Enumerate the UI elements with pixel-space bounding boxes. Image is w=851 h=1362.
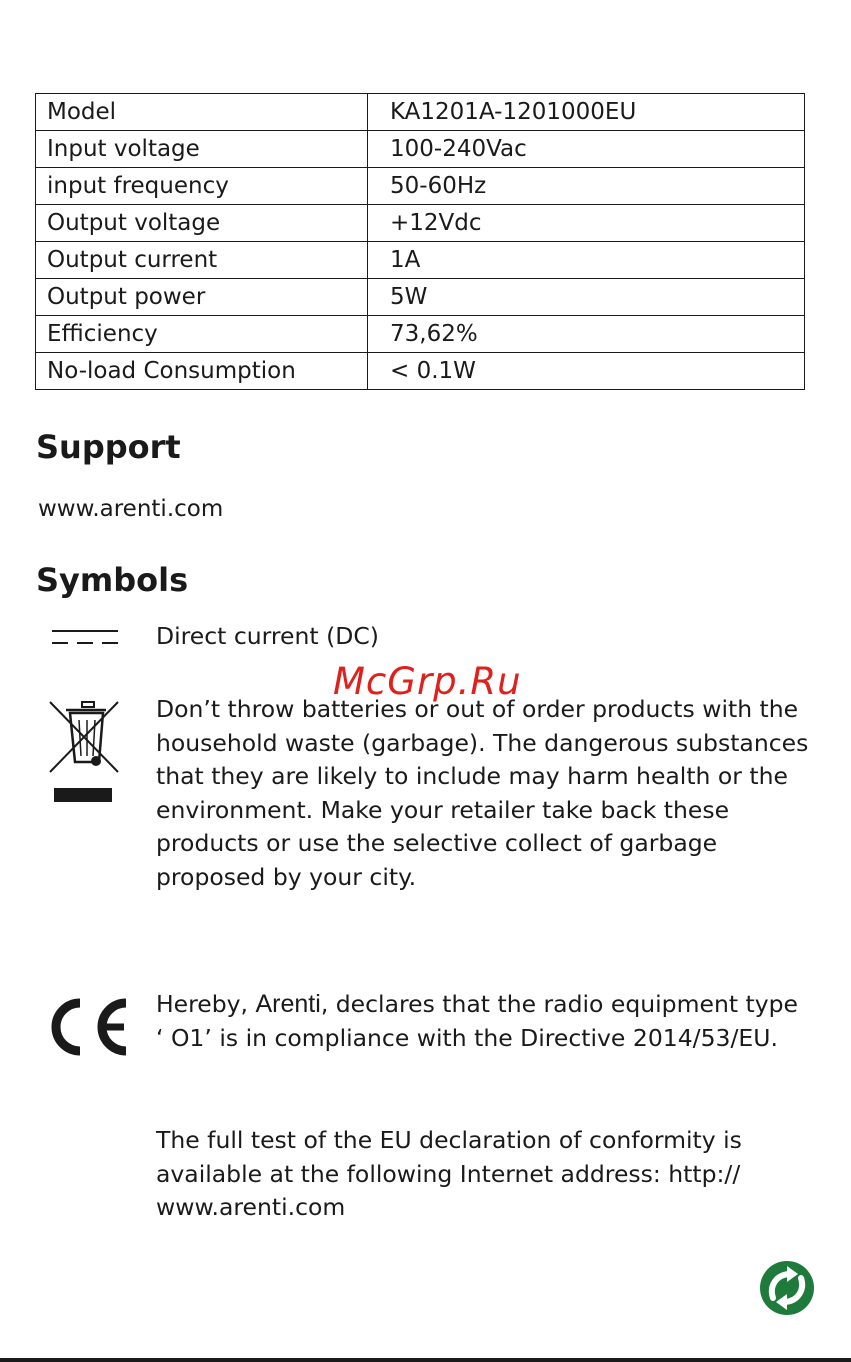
green-dot-icon [758,1258,816,1318]
ce-full-text: The full test of the EU declaration of conformity is available at the following Internet address: http:// www.arenti.com [156,1126,742,1221]
support-url[interactable]: www.arenti.com [38,496,224,522]
weee-description: Don’t throw batteries or out of order products with the household waste (garbage). The dangerous substances that they are likely to include may harm health or the environment. Make your retailer take back these products or use the selective collect of garbage proposed by your city. [156,695,809,891]
table-row [36,205,805,242]
spec-value: KA1201A-1201000EU [368,94,805,131]
ce-declaration-rest: , declares that the radio equipment type ‘ O1’ is in compliance with the Directive 2014/53/EU. [156,990,799,1052]
ce-mark-icon [42,998,130,1056]
spec-value: 50-60Hz [368,168,805,205]
spec-label: Output power [36,279,368,316]
spec-label: input frequency [36,168,368,205]
spec-label: Model [36,94,368,131]
spec-value: < 0.1W [368,353,805,390]
direct-current-icon [52,628,118,646]
table-row [36,242,805,279]
table-row [36,131,805,168]
spec-label: Output voltage [36,205,368,242]
spec-label: No-load Consumption [36,353,368,390]
spec-label: Input voltage [36,131,368,168]
ce-brand: Arenti [255,990,321,1018]
table-row [36,94,805,131]
table-row [36,168,805,205]
table-row [36,353,805,390]
spec-value: 73,62% [368,316,805,353]
dc-description: Direct current (DC) [156,622,379,650]
spec-value: 1A [368,242,805,279]
page-bottom-border [0,1358,851,1362]
support-heading: Support [36,428,181,466]
watermark-text: McGrp.Ru [333,660,522,703]
spec-value: 5W [368,279,805,316]
spec-value: +12Vdc [368,205,805,242]
symbols-heading: Symbols [36,561,189,599]
spec-table [35,93,805,390]
table-row [36,279,805,316]
table-row [36,316,805,353]
crossed-bin-icon [48,700,122,804]
spec-label: Efficiency [36,316,368,353]
spec-label: Output current [36,242,368,279]
ce-declaration [156,988,801,1055]
ce-declaration-prefix: Hereby, [156,990,256,1018]
spec-value: 100-240Vac [368,131,805,168]
